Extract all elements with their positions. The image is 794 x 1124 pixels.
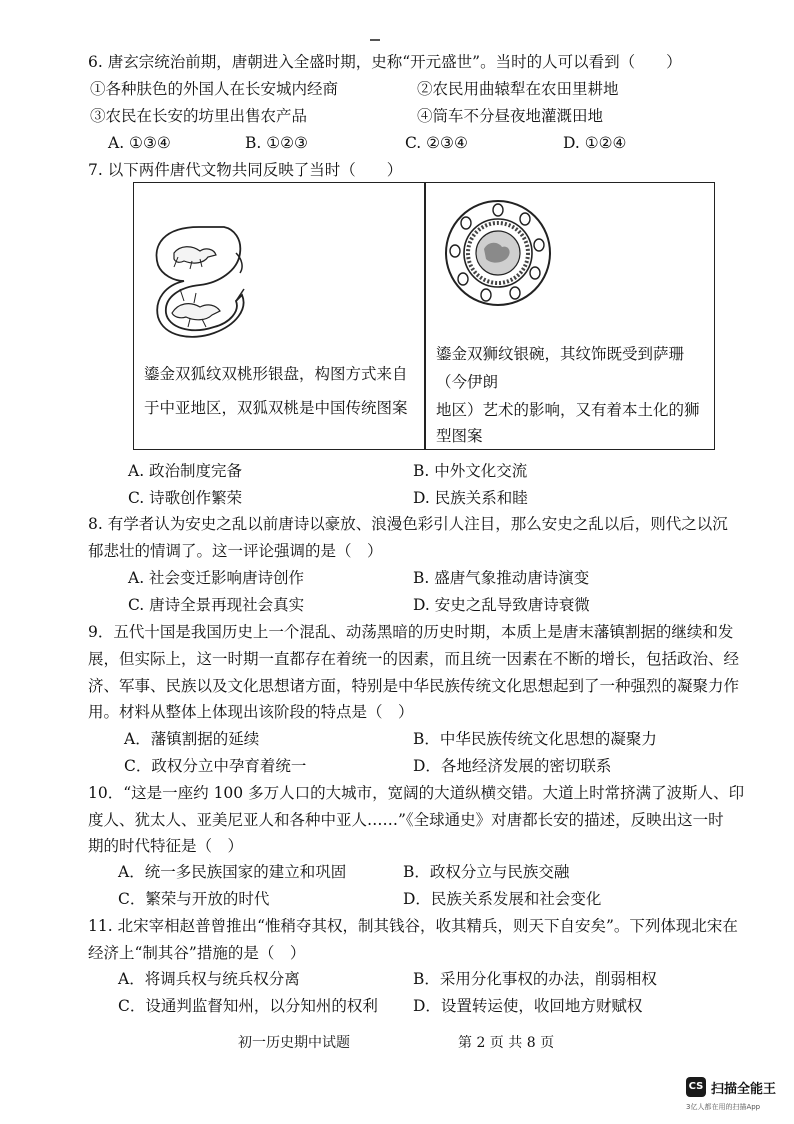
q11-option-b: B．采用分化事权的办法，削弱相权	[413, 970, 657, 988]
q6-stem: 6. 唐玄宗统治前期，唐朝进入全盛时期，史称“开元盛世”。当时的人可以看到（ ）	[88, 53, 682, 71]
q8-option-a: A. 社会变迁影响唐诗创作	[128, 569, 305, 587]
watermark-app-name: 扫描全能王	[711, 1082, 777, 1097]
q6-item-3: ③农民在长安的坊里出售农产品	[90, 107, 308, 125]
q10-option-c: C．繁荣与开放的时代	[118, 890, 270, 908]
q9-option-d: D．各地经济发展的密切联系	[413, 757, 612, 775]
footer-exam-title: 初一历史期中试题	[238, 1035, 350, 1051]
double-fox-silver-plate-image	[144, 223, 254, 343]
q10-option-a: A．统一多民族国家的建立和巩固	[118, 863, 347, 881]
q11-option-c: C．设通判监督知州，以分知州的权利	[118, 997, 378, 1015]
table-divider	[424, 183, 426, 449]
q6-item-1: ①各种肤色的外国人在长安城内经商	[90, 80, 339, 98]
watermark-tagline: 3亿人都在用的扫描App	[686, 1103, 761, 1111]
q10-option-b: B．政权分立与民族交融	[403, 863, 570, 881]
q6-option-b: B. ①②③	[245, 134, 308, 152]
q8-stem-line-2: 郁悲壮的情调了。这一评论强调的是（ ）	[88, 542, 383, 560]
left-artifact-caption-line-2: 于中亚地区，双狐双桃是中国传统图案	[144, 399, 408, 417]
q7-option-d: D. 民族关系和睦	[413, 489, 528, 507]
q9-stem-line-3: 济、军事、民族以及文化思想诸方面，特别是中华民族传统文化思想起到了一种强烈的凝聚力作	[88, 677, 740, 695]
q8-option-b: B. 盛唐气象推动唐诗演变	[413, 569, 590, 587]
double-lion-silver-bowl-image	[442, 197, 554, 309]
left-artifact-caption-line-1: 鎏金双狐纹双桃形银盘，构图方式来自	[144, 365, 408, 383]
q10-stem-line-1: 10．“这是一座约 100 多万人口的大城市，宽阔的大道纵横交错。大道上时常挤满了波斯人、印	[88, 784, 745, 802]
q6-item-2: ②农民用曲辕犁在农田里耕地	[417, 80, 619, 98]
q7-stem: 7. 以下两件唐代文物共同反映了当时（ ）	[88, 161, 403, 179]
q10-option-d: D．民族关系发展和社会变化	[403, 890, 602, 908]
footer-page-info: 第 2 页 共 8 页	[458, 1035, 555, 1051]
right-artifact-caption-line-3: 地区）艺术的影响，又有着本土化的狮	[436, 401, 700, 419]
q9-stem-line-2: 展，但实际上，这一时期一直都存在着统一的因素，而且统一因素在不断的增长，包括政治、经	[88, 650, 740, 668]
right-artifact-caption-line-1: 鎏金双狮纹银碗，其纹饰既受到萨珊	[436, 345, 685, 363]
q8-stem-line-1: 8. 有学者认为安史之乱以前唐诗以豪放、浪漫色彩引人注目，那么安史之乱以后，则代之以沉	[88, 515, 728, 533]
right-artifact-caption-line-2: （今伊朗	[436, 373, 499, 391]
q8-option-d: D. 安史之乱导致唐诗衰微	[413, 596, 590, 614]
q9-option-c: C．政权分立中孕育着统一	[124, 757, 307, 775]
q11-option-d: D．设置转运使，收回地方财赋权	[413, 997, 643, 1015]
q6-option-d: D. ①②④	[563, 134, 627, 152]
q11-stem-line-2: 经济上“制其谷”措施的是（ ）	[88, 944, 306, 962]
q9-stem-line-1: 9．五代十国是我国历史上一个混乱、动荡黑暗的历史时期，本质上是唐末藩镇割据的继续和发	[88, 623, 734, 641]
q8-option-c: C. 唐诗全景再现社会真实	[128, 596, 305, 614]
q6-item-4: ④筒车不分昼夜地灌溉田地	[417, 107, 604, 125]
q7-option-a: A. 政治制度完备	[128, 462, 243, 480]
q7-option-c: C. 诗歌创作繁荣	[128, 489, 243, 507]
q10-stem-line-2: 度人、犹太人、亚美尼亚人和各种中亚人……”《全球通史》对唐都长安的描述，反映出这一时	[88, 811, 724, 829]
q9-option-a: A．藩镇割据的延续	[124, 730, 260, 748]
q11-stem-line-1: 11. 北宋宰相赵普曾推出“惟稍夺其权，制其钱谷，收其精兵，则天下自安矣”。下列体现北宋在	[88, 917, 738, 935]
q11-option-a: A．将调兵权与统兵权分离	[118, 970, 300, 988]
camscanner-logo-icon: CS	[686, 1077, 706, 1097]
q10-stem-line-3: 期的时代特征是（ ）	[88, 837, 244, 855]
right-artifact-caption-line-4: 型图案	[436, 427, 483, 445]
q6-option-a: A. ①③④	[108, 134, 171, 152]
scan-mark	[370, 39, 380, 41]
q9-option-b: B．中华民族传统文化思想的凝聚力	[413, 730, 657, 748]
q6-option-c: C. ②③④	[405, 134, 468, 152]
q7-option-b: B. 中外文化交流	[413, 462, 528, 480]
artifact-figure-table	[133, 182, 715, 450]
q9-stem-line-4: 用。材料从整体上体现出该阶段的特点是（ ）	[88, 703, 414, 721]
